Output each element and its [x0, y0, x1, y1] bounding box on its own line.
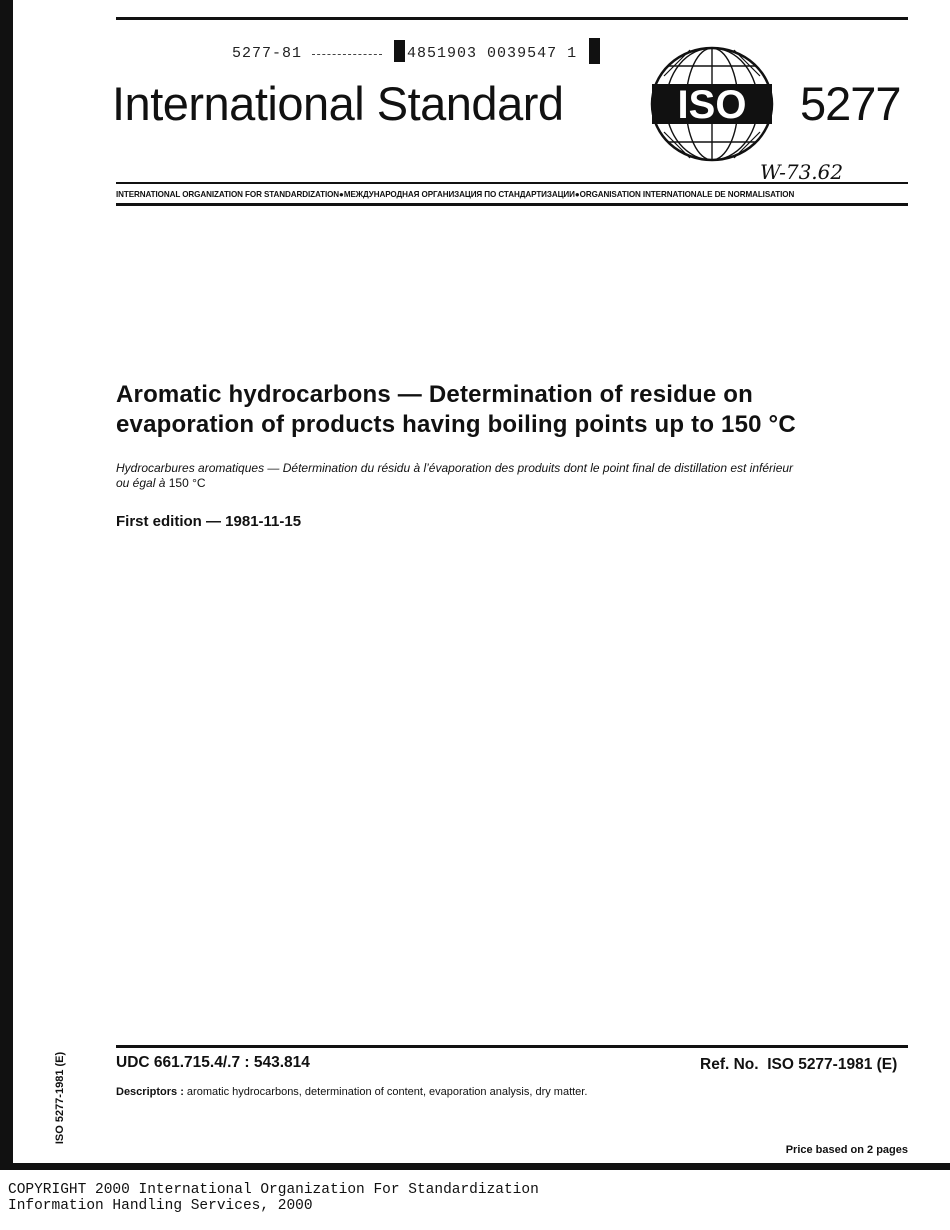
ref-label: Ref. No. [700, 1056, 759, 1073]
footer-rule [116, 1045, 908, 1048]
udc-code: UDC 661.715.4/.7 : 543.814 [116, 1054, 310, 1071]
iso-logo [650, 46, 774, 162]
title-line-1: Aromatic hydrocarbons — Determination of residue on [116, 381, 753, 408]
stamp-code: 5277-81 [232, 45, 303, 62]
descriptors [116, 1086, 587, 1098]
iso-logo-text: ISO [677, 83, 747, 127]
page-title: International Standard [112, 77, 564, 130]
header-rule-thick [116, 203, 908, 206]
scan-bottom-border [0, 1163, 950, 1170]
french-title-line-2: ou égal à [116, 476, 166, 490]
price-note: Price based on 2 pages [785, 1144, 908, 1156]
barcode-block-right [589, 38, 600, 64]
organization-line: INTERNATIONAL ORGANIZATION FOR STANDARDIZATION●МЕЖДУНАРОДНАЯ ОРГАНИЗАЦИЯ ПО СТАНДАРТИЗАЦИИ●ORGANISATION INTERNATIONALE DE NORMALISATION [116, 190, 795, 199]
copyright-line-1: COPYRIGHT 2000 International Organization For Standardization [8, 1182, 539, 1198]
side-document-code: ISO 5277-1981 (E) [54, 1051, 66, 1145]
handwritten-note: W-73.62 [760, 160, 844, 184]
document-title [116, 380, 916, 440]
descriptors-label: Descriptors : [116, 1086, 184, 1098]
ref-value: ISO 5277-1981 (E) [767, 1056, 898, 1073]
french-title-line-1: Hydrocarbures aromatiques — Détermination du résidu à l’évaporation des produits dont le point final de distillation est inférieur [116, 461, 794, 475]
edition-date: First edition — 1981-11-15 [116, 513, 302, 530]
title-line-2: evaporation of products having boiling points up to 150 °C [116, 411, 796, 438]
french-title [116, 461, 916, 491]
standard-number: 5277 [800, 77, 901, 130]
copyright-line-2: Information Handling Services, 2000 [8, 1198, 313, 1214]
barcode-block-left [394, 40, 405, 62]
descriptors-text: aromatic hydrocarbons, determination of content, evaporation analysis, dry matter. [186, 1086, 588, 1098]
scan-left-border [0, 0, 13, 1165]
stamp-barcode: 4851903 0039547 1 [407, 45, 578, 62]
top-rule [116, 17, 908, 20]
catalog-stamp [232, 38, 602, 64]
french-title-value: 150 °C [168, 476, 206, 490]
copyright-notice [8, 1182, 539, 1214]
reference-number [700, 1056, 897, 1074]
